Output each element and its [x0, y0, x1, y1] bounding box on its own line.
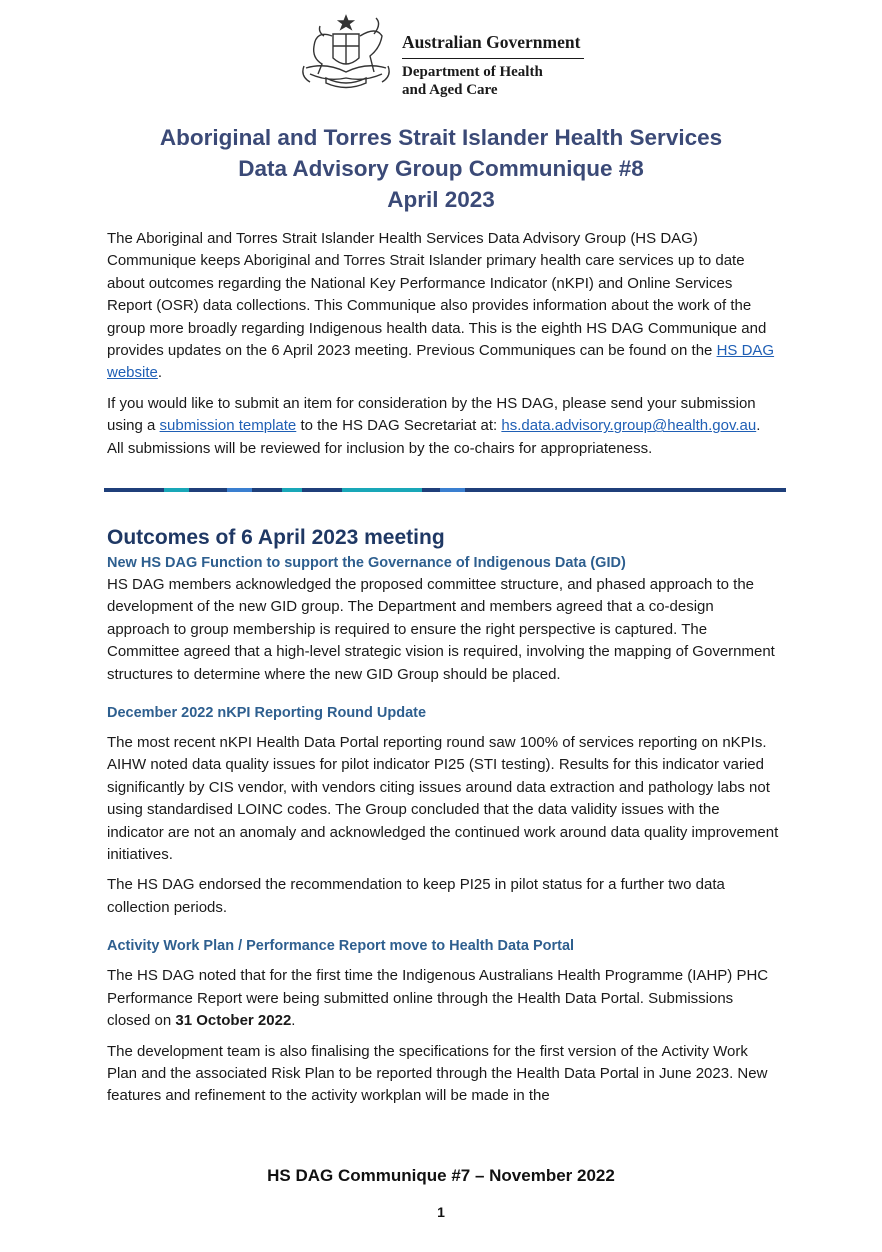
department-name [402, 63, 543, 99]
awp-period: . [291, 1012, 296, 1030]
awp-paragraph-1 [107, 965, 779, 1032]
subheading-gid-function: New HS DAG Function to support the Governance of Indigenous Data (GID) [107, 555, 626, 571]
intro-paragraph-1 [107, 228, 779, 385]
department-line-1: Department of Health [402, 64, 543, 80]
divider-segment [189, 488, 227, 492]
awp-text: The HS DAG noted that for the first time the Indigenous Australians Health Programme (IAHP) PHC Performance Report were being submitted online through the Health Data Portal. Submissions closed on [107, 967, 769, 1030]
government-name: Australian Government [402, 32, 581, 52]
hs-dag-website-link[interactable]: HS DAG website [107, 342, 775, 382]
intro-section [107, 228, 779, 468]
spacer [107, 694, 779, 702]
title-line-2: Data Advisory Group Communique #8 [238, 156, 644, 181]
divider-segment [164, 488, 189, 492]
divider-segment [252, 488, 282, 492]
intro-text: If you would like to submit an item for consideration by the HS DAG, please send your submission using a [107, 394, 756, 435]
spacer [107, 927, 779, 935]
divider-segment [342, 488, 422, 492]
intro-text: to the HS DAG Secretariat at: [296, 417, 502, 435]
nkpi-paragraph-2: The HS DAG endorsed the recommendation to keep PI25 in pilot status for a further two data collection periods. [107, 876, 725, 916]
coat-of-arms-icon [296, 12, 396, 96]
outcomes-heading: Outcomes of 6 April 2023 meeting [107, 526, 445, 549]
page-footer: HS DAG Communique #7 – November 2022 [267, 1166, 615, 1185]
divider-segment [227, 488, 252, 492]
nkpi-paragraph-1: The most recent nKPI Health Data Portal reporting round saw 100% of services reporting on nKPIs. AIHW noted data quality issues for pilot indicator PI25 (STI testing). Results for this indicator varied significantly by CIS vendor, with vendors citing issues around data extraction and pathology labs not using standardised LOINC codes. The Group concluded that the data validity issues with the indicator are not an anomaly and acknowledged the continued work around data quality improvement initiatives. [107, 734, 779, 864]
divider-segment [440, 488, 465, 492]
divider-segment [422, 488, 440, 492]
divider-segment [465, 488, 786, 492]
section-divider [104, 488, 786, 492]
subheading-activity-work-plan: Activity Work Plan / Performance Report move to Health Data Portal [107, 938, 575, 955]
gid-paragraph: HS DAG members acknowledged the proposed committee structure, and phased approach to the development of the new GID group. The Department and members agreed that a co-design approach to group membership is required to ensure the right perspective is captured. The Committee agreed that a high-level strategic vision is required, involving the mapping of Government structures to determine where the new GID Group should be placed. [107, 576, 775, 683]
page-number: 1 [437, 1204, 445, 1220]
divider-segment [282, 488, 302, 492]
department-line-2: and Aged Care [402, 82, 498, 98]
outcomes-section [107, 552, 779, 1116]
intro-paragraph-2 [107, 393, 779, 460]
awp-closing-date: 31 October 2022 [175, 1012, 292, 1030]
intro-text: . All submissions will be reviewed for inclusion by the co-chairs for appropriateness. [107, 417, 761, 457]
secretariat-email-link[interactable]: hs.data.advisory.group@health.gov.au [501, 417, 757, 435]
title-line-1: Aboriginal and Torres Strait Islander Health Services [159, 125, 723, 150]
document-title [96, 122, 786, 215]
header-rule [402, 58, 584, 59]
intro-text: The Aboriginal and Torres Strait Islander Health Services Data Advisory Group (HS DAG) Communique keeps Aboriginal and Torres Strait Islander primary health care services up to date about outcomes regarding the National Key Performance Indicator (nKPI) and Online Services Report (OSR) data collections. This Communique also provides information about the work of the group more broadly regarding Indigenous health data. This is the eighth HS DAG Communique and provides updates on the 6 April 2023 meeting. Previous Communiques can be found on the [107, 230, 767, 360]
divider-segment [104, 488, 164, 492]
intro-period: . [157, 364, 163, 382]
title-line-3: April 2023 [387, 187, 495, 212]
divider-segment [302, 488, 342, 492]
submission-template-link[interactable]: submission template [159, 417, 297, 435]
awp-paragraph-2: The development team is also finalising the specifications for the first version of the Activity Work Plan and the associated Risk Plan to be reported through the Health Data Portal in June 2023. New features and refinement to the activity workplan will be made in the [107, 1042, 768, 1105]
subheading-nkpi-update: December 2022 nKPI Reporting Round Update [107, 705, 427, 722]
government-header [296, 12, 596, 107]
